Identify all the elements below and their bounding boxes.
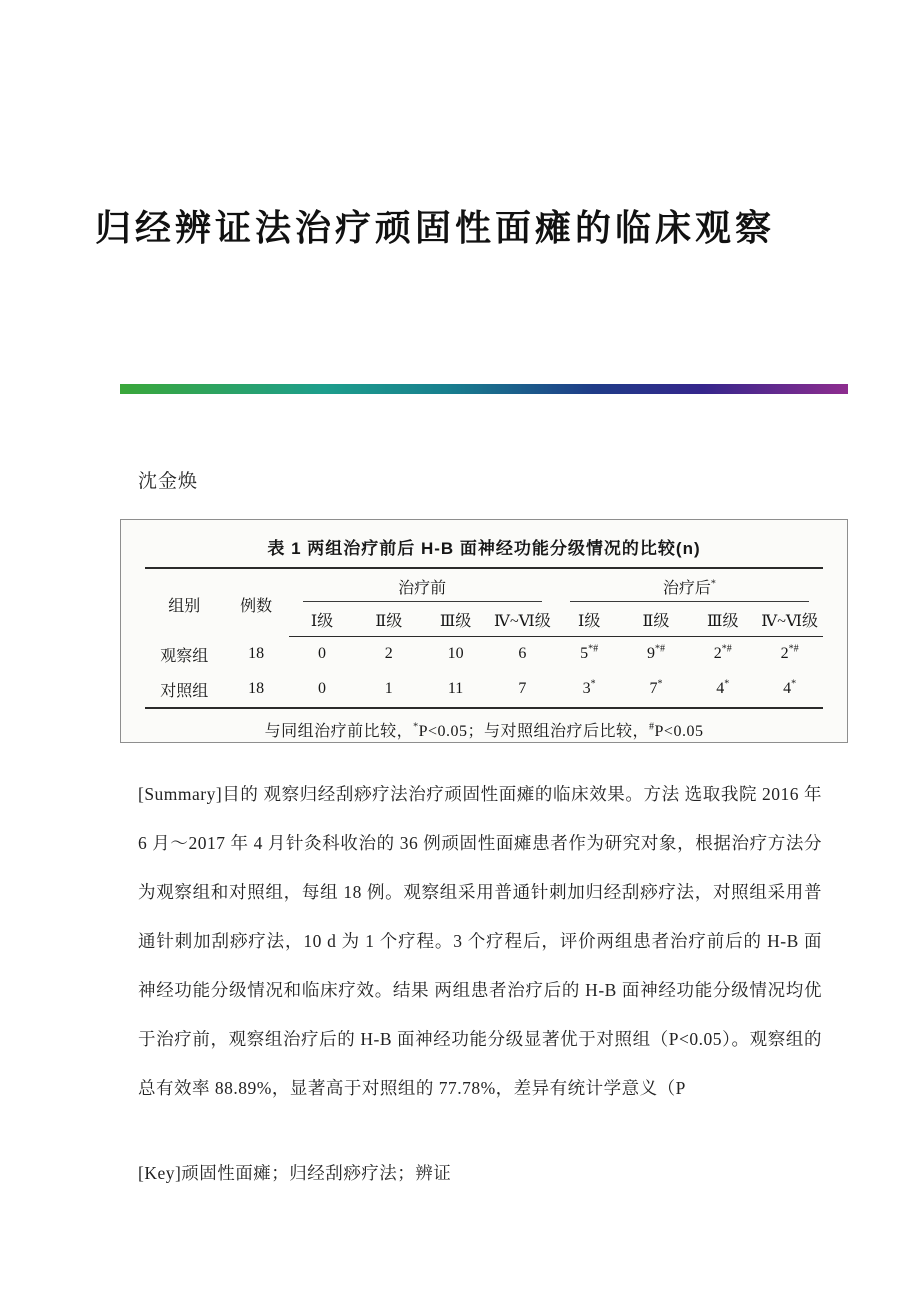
cell-value: 4 bbox=[783, 680, 792, 697]
cell-value: 2 bbox=[780, 645, 789, 663]
cell-after-2 bbox=[623, 672, 690, 708]
cell-after-4 bbox=[756, 672, 823, 708]
table-figure bbox=[120, 519, 848, 743]
cell-before-3: 11 bbox=[422, 672, 489, 708]
header-grade-3: Ⅲ级 bbox=[422, 605, 489, 637]
cell-sup: *# bbox=[654, 643, 665, 655]
header-after-text: 治疗后 bbox=[662, 580, 711, 597]
cell-sup: *# bbox=[721, 643, 732, 655]
header-after-sup: * bbox=[710, 578, 716, 590]
cell-sup: *# bbox=[788, 643, 799, 655]
cell-before-3: 10 bbox=[447, 645, 464, 663]
page-title: 归经辨证法治疗顽固性面瘫的临床观察 bbox=[95, 207, 776, 248]
table-footnote bbox=[145, 718, 823, 741]
footnote-part-2: P<0.05；与对照组治疗后比较， bbox=[418, 722, 650, 740]
cell-after-1 bbox=[556, 637, 623, 672]
row-name: 对照组 bbox=[145, 672, 224, 708]
author-name: 沈金焕 bbox=[138, 471, 199, 492]
table-caption: 表 1 两组治疗前后 H-B 面神经功能分级情况的比较(n) bbox=[267, 539, 701, 558]
cell-before-1: 0 bbox=[317, 645, 326, 663]
header-grade-1: Ⅰ级 bbox=[289, 605, 356, 637]
header-grade-7: Ⅲ级 bbox=[689, 605, 756, 637]
row-n: 18 bbox=[224, 672, 289, 708]
header-grade-6: Ⅱ级 bbox=[623, 605, 690, 637]
header-grade-2: Ⅱ级 bbox=[355, 605, 422, 637]
header-grade-5: Ⅰ级 bbox=[556, 605, 623, 637]
gradient-divider bbox=[120, 384, 848, 394]
footnote-part-3: P<0.05 bbox=[654, 722, 704, 740]
cell-after-4 bbox=[756, 637, 823, 672]
cell-value: 2 bbox=[713, 645, 722, 663]
cell-sup: * bbox=[657, 678, 663, 690]
footnote-part-1: 与同组治疗前比较， bbox=[264, 722, 414, 740]
table-row-observation bbox=[145, 637, 823, 672]
cell-before-2: 2 bbox=[384, 645, 393, 663]
keywords-line: [Key]顽固性面瘫；归经刮痧疗法；辨证 bbox=[138, 1163, 452, 1183]
row-name: 观察组 bbox=[160, 647, 209, 665]
header-cell-n: 例数 bbox=[224, 568, 289, 637]
cell-value: 4 bbox=[716, 680, 725, 697]
summary-paragraph: [Summary]目的 观察归经刮痧疗法治疗顽固性面瘫的临床效果。方法 选取我院 2016 年 6 月～2017 年 4 月针灸科收治的 36 例顽固性面瘫患者作为研究对象，根据治疗方法分为观察组和对照组，每组 18 例。观察组采用普通针刺加归经刮痧疗法，对照组采用普通针刺加刮痧疗法，10 d 为 1 个疗程。3 个疗程后，评价两组患者治疗前后的 H-B 面神经功能分级情况和临床疗效。结果 两组患者治疗后的 H-B 面神经功能分级情况均优于治疗前，观察组治疗后的 H-B 面神经功能分级显著优于对照组（P<0.05）。观察组的总有效率 88.89%，显著高于对照组的 77.78%，差异有统计学意义（P bbox=[138, 784, 822, 1098]
header-after-label bbox=[570, 575, 809, 602]
header-cell-after bbox=[556, 568, 823, 605]
table-row-control bbox=[145, 672, 823, 708]
cell-before-1: 0 bbox=[289, 672, 356, 708]
cell-after-3 bbox=[689, 672, 756, 708]
cell-value: 9 bbox=[646, 645, 655, 663]
table-header-row-groups bbox=[145, 568, 823, 605]
cell-sup: * bbox=[724, 678, 730, 690]
row-n: 18 bbox=[248, 645, 265, 662]
cell-after-1 bbox=[556, 672, 623, 708]
footnote-sup-1: * bbox=[413, 721, 419, 733]
header-before-label: 治疗前 bbox=[303, 575, 542, 602]
footnote-sup-2: # bbox=[649, 721, 655, 733]
cell-before-4: 7 bbox=[489, 672, 556, 708]
cell-before-2: 1 bbox=[355, 672, 422, 708]
cell-sup: * bbox=[791, 678, 797, 690]
cell-value: 3 bbox=[582, 680, 591, 697]
cell-after-2 bbox=[623, 637, 690, 672]
hb-grading-table bbox=[145, 567, 823, 709]
header-grade-4: Ⅳ~Ⅵ级 bbox=[489, 605, 556, 637]
cell-sup: * bbox=[590, 678, 596, 690]
cell-before-4: 6 bbox=[518, 645, 527, 663]
cell-value: 7 bbox=[649, 680, 658, 697]
cell-after-3 bbox=[689, 637, 756, 672]
header-cell-group: 组别 bbox=[145, 568, 224, 637]
cell-value: 5 bbox=[580, 645, 589, 663]
header-grade-8: Ⅳ~Ⅵ级 bbox=[756, 605, 823, 637]
cell-sup: *# bbox=[588, 643, 599, 655]
header-cell-before bbox=[289, 568, 556, 605]
